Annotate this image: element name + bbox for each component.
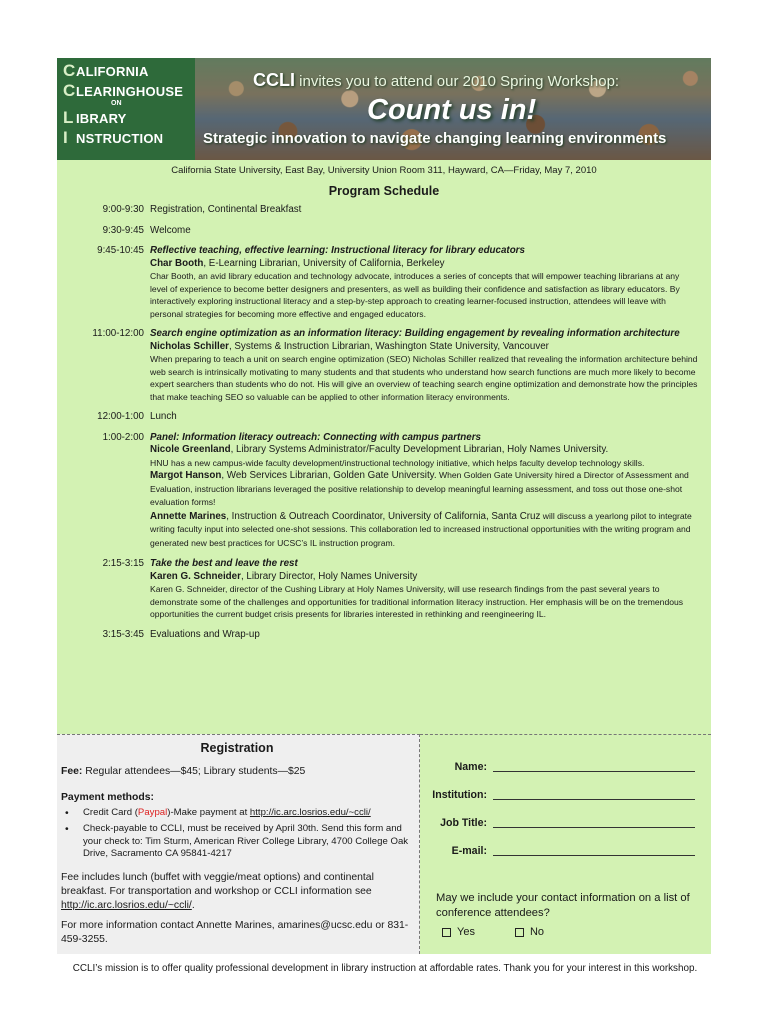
session	[150, 558, 698, 621]
fee-line	[61, 765, 413, 779]
session-description: HNU has a new campus-wide faculty development/instructional technology initiative, which helps faculty develop technology skills.	[150, 457, 645, 468]
schedule-time: 9:45-10:45	[97, 245, 144, 256]
schedule-time: 1:00-2:00	[102, 431, 144, 443]
subheadline: Strategic innovation to navigate changing learning environments	[203, 130, 667, 147]
panelist-name: Margot Hanson	[150, 470, 222, 481]
panelist-name: Annette Marines	[150, 510, 227, 522]
logo-initial: C	[63, 81, 76, 100]
fee-label: Fee:	[61, 766, 83, 777]
speaker	[150, 258, 698, 271]
logo-line	[63, 82, 195, 102]
logo-word: NSTRUCTION	[76, 131, 164, 146]
invite-brand: CCLI	[253, 70, 295, 90]
speaker	[150, 571, 698, 584]
email-field[interactable]	[493, 846, 695, 856]
yes-label: Yes	[457, 926, 475, 938]
speaker-role: , E-Learning Librarian, University of California, Berkeley	[203, 257, 445, 269]
registration-title: Registration	[200, 741, 274, 755]
program-panel	[57, 160, 711, 734]
session-title: Search engine optimization as an information literacy: Building engagement by revealing information architecture	[150, 328, 680, 339]
panelist-description: When Golden Gate University hired a Director of Assessment and Evaluation, instruction librarians leveraged the positive relationship to develop meaningful learning assessment, and toss out those one-shot evaluation forms!	[150, 470, 689, 507]
schedule-row	[57, 432, 711, 551]
job-title-row	[420, 809, 711, 837]
schedule-text: Registration, Continental Breakfast	[150, 204, 302, 215]
credit-card-text	[83, 807, 371, 821]
checkbox-icon[interactable]	[515, 928, 524, 937]
session-description: Karen G. Schneider, director of the Cushing Library at Holy Names University, will use research findings from the past several years to demonstrate some of the challenges and opportunities for traditional information literacy instruction. Her emphasis will be on the tremendous opportunities the current budget crisis presents for libraries interested in rethinking and reengineering IL.	[150, 584, 684, 619]
attendee-list-question: May we include your contact information on a list of conference attendees?	[436, 892, 690, 919]
logo-on: ON	[111, 100, 122, 107]
no-label: No	[529, 926, 545, 938]
speaker-role: , Library Systems Administrator/Faculty Development Librarian, Holy Names University.	[230, 444, 609, 455]
speaker-role: , Library Director, Holy Names University	[240, 570, 418, 582]
name-label: Name:	[454, 761, 487, 773]
session-description: When preparing to teach a unit on search engine optimization (SEO) Nicholas Schiller realized that revealing the information architecture behind web search is intrinsically motivating to many students and that students who understand how search functions are much more likely to become expert searchers than students who do not. His will give an overview of teaching search engine optimization and demonstrate how the principles that make teaching SEO so valuable can be applied to other information literacy environments.	[150, 354, 698, 402]
name-field[interactable]	[493, 762, 695, 772]
yes-option[interactable]	[442, 926, 475, 938]
crowd-photo	[195, 58, 711, 160]
session-title: Panel: Information literacy outreach: Connecting with campus partners	[150, 431, 481, 443]
logo-line	[63, 109, 195, 129]
session	[150, 245, 698, 320]
attendee-form	[420, 734, 711, 954]
logo-word: IBRARY	[76, 111, 127, 126]
session-description: Char Booth, an avid library education and technology advocate, introduces a series of concepts that will empower teaching librarians at any level of experience to become better designers and presenters, as well as building their confidence and satisfaction as library educators. By interactively exploring instructional literacy and a step-by-step approach to creating learner-focused instruction, attendees will leave with personal strategies for becoming more effective and engaged educators.	[150, 271, 680, 319]
payment-link[interactable]: http://ic.arc.losrios.edu/~ccli/	[249, 807, 371, 818]
speaker-name: Nicole Greenland	[150, 444, 231, 455]
no-option[interactable]	[515, 926, 544, 938]
job-title-label: Job Title:	[440, 817, 487, 829]
bullet-icon: •	[65, 808, 69, 819]
schedule-text: Welcome	[150, 224, 191, 236]
logo-initial: C	[63, 61, 76, 80]
email-label: E-mail:	[451, 845, 487, 857]
panelist-role: , Web Services Librarian, Golden Gate University.	[221, 470, 437, 481]
schedule-row	[57, 411, 711, 424]
session-title: Reflective teaching, effective learning: Instructional literacy for library educators	[150, 245, 525, 256]
speaker	[150, 341, 698, 354]
institution-field[interactable]	[493, 790, 695, 800]
name-row	[420, 753, 711, 781]
header-banner	[57, 58, 711, 160]
schedule-row	[57, 558, 711, 621]
info-link[interactable]: http://ic.arc.losrios.edu/~ccli/	[61, 899, 192, 911]
logo-initial: L	[63, 108, 74, 127]
panelist	[150, 510, 698, 551]
institution-row	[420, 781, 711, 809]
fee-text: Regular attendees—$45; Library students—$25	[82, 766, 306, 777]
credit-mid: )-Make payment at	[167, 807, 250, 818]
schedule-row	[57, 245, 711, 320]
schedule-row	[57, 629, 711, 642]
contact-info: For more information contact Annette Marines, amarines@ucsc.edu or 831-459-3255.	[61, 919, 409, 945]
event-location: California State University, East Bay, University Union Room 311, Hayward, CA—Friday, May 7, 2010	[171, 165, 597, 176]
panelist	[150, 469, 698, 510]
ccli-logo	[57, 58, 195, 160]
paypal-text: Paypal	[137, 807, 168, 818]
panelist-role: , Instruction & Outreach Coordinator, University of California, Santa Cruz	[226, 510, 541, 522]
invite-rest: invites you to attend our 2010 Spring Workshop:	[295, 73, 620, 90]
speaker-name: Karen G. Schneider	[150, 570, 241, 582]
job-title-field[interactable]	[493, 818, 695, 828]
speaker-role: , Systems & Instruction Librarian, Washington State University, Vancouver	[228, 340, 549, 352]
payment-methods-heading: Payment methods:	[61, 792, 154, 803]
headline: Count us in!	[367, 94, 537, 126]
schedule-row	[57, 204, 711, 217]
logo-word: LEARINGHOUSE	[76, 84, 184, 99]
payment-method-check	[61, 823, 413, 861]
answer-options	[420, 926, 711, 938]
invite-text	[253, 70, 619, 91]
logo-line	[63, 129, 195, 149]
fee-note-text: Fee includes lunch (buffet with veggie/meat options) and continental breakfast. For transportation and workshop or CCLI information see	[61, 871, 374, 897]
session-title: Take the best and leave the rest	[150, 558, 298, 569]
speaker-name: Nicholas Schiller	[150, 340, 229, 352]
speaker	[150, 444, 698, 457]
panelist-description: will discuss a yearlong pilot to integrate writing faculty input into selected one-shot sessions. This collaboration led to increased instructional opportunities with the writing program and generated new best practices for UCSC’s IL instruction program.	[150, 510, 692, 548]
check-text: Check-payable to CCLI, must be received by April 30th. Send this form and your check to: Tim Sturm, American River College Library, 4700 College Oak Drive, Sacramento CA 95841-4217	[83, 823, 409, 859]
credit-pre: Credit Card (	[83, 807, 138, 818]
schedule-time: 2:15-3:15	[102, 558, 144, 569]
session	[150, 328, 698, 403]
session	[150, 432, 698, 551]
checkbox-icon[interactable]	[442, 928, 451, 937]
fee-note-end: .	[191, 899, 195, 911]
schedule-time: 3:15-3:45	[102, 628, 144, 640]
registration-section	[57, 734, 420, 954]
schedule-time: 11:00-12:00	[92, 328, 144, 339]
logo-line	[63, 62, 195, 82]
schedule-text: Evaluations and Wrap-up	[150, 628, 260, 640]
logo-initial: I	[63, 128, 68, 147]
speaker-name: Char Booth	[150, 257, 204, 269]
fee-includes-note	[61, 871, 413, 913]
institution-label: Institution:	[432, 789, 487, 801]
bullet-icon: •	[65, 824, 69, 835]
schedule-time: 9:00-9:30	[102, 204, 144, 215]
logo-word: ALIFORNIA	[76, 64, 149, 79]
email-row	[420, 837, 711, 865]
schedule-time: 9:30-9:45	[102, 224, 144, 236]
mission-statement: CCLI’s mission is to offer quality professional development in library instruction at affordable rates. Thank you for your interest in this workshop.	[72, 963, 698, 974]
schedule-row	[57, 328, 711, 403]
payment-method-credit	[61, 807, 413, 821]
schedule-time: 12:00-1:00	[97, 411, 144, 422]
schedule-row	[57, 225, 711, 238]
program-title: Program Schedule	[328, 184, 440, 198]
schedule-text: Lunch	[150, 411, 177, 422]
